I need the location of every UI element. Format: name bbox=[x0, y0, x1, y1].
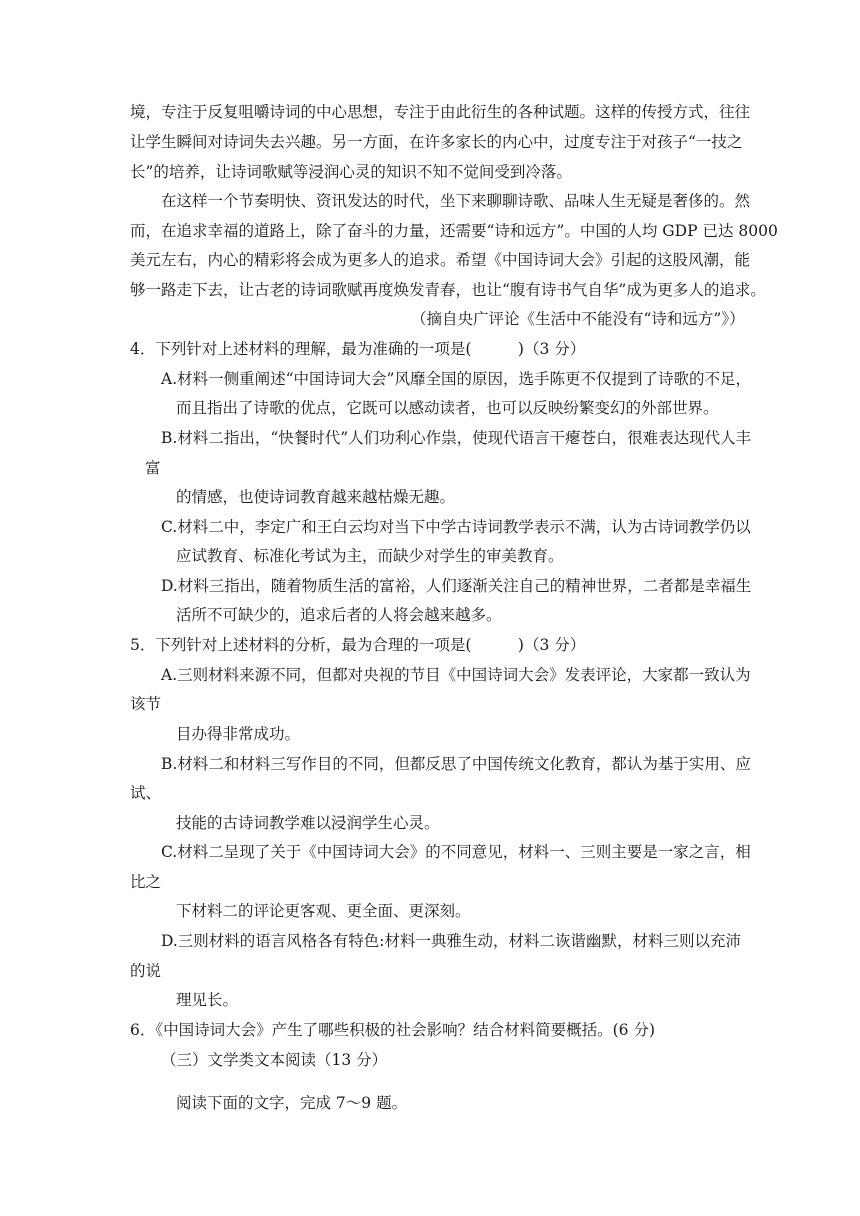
q4-option-c: C.材料二中，李定广和王白云均对当下中学古诗词教学表示不满，认为古诗词教学仍以 bbox=[161, 518, 751, 536]
paragraph-line: 在这样一个节奏明快、资讯发达的时代，坐下来聊聊诗歌、品味人生无疑是奢侈的。然 bbox=[161, 192, 751, 210]
q4-option-b: B.材料二指出，“快餐时代”人们功利心作祟，使现代语言干瘪苍白，很难表达现代人丰 bbox=[161, 429, 752, 447]
q5-option-c: C.材料二呈现了关于《中国诗词大会》的不同意见，材料一、三则主要是一家之言，相 bbox=[161, 843, 751, 861]
paragraph-line: 而，在追求幸福的道路上，除了奋斗的力量，还需要“诗和远方”。中国的人均 GDP 已达 8000 bbox=[130, 222, 778, 240]
section-instruction: 阅读下面的文字，完成 7～9 题。 bbox=[176, 1094, 408, 1112]
q4-option-a: A.材料一侧重阐述“中国诗词大会”风靡全国的原因，选手陈更不仅提到了诗歌的不足， bbox=[161, 370, 751, 388]
q5-option-b: B.材料二和材料三写作目的不同，但都反思了中国传统文化教育，都认为基于实用、应 bbox=[161, 755, 751, 773]
q5-option-a-wrap: 该节 bbox=[130, 695, 162, 713]
section-heading: （三）文学类文本阅读（13 分） bbox=[161, 1051, 388, 1069]
q5-option-b-cont: 技能的古诗词教学难以浸润学生心灵。 bbox=[176, 814, 440, 832]
question-5-stem: 5．下列针对上述材料的分析，最为合理的一项是( )（3 分） bbox=[130, 636, 586, 654]
paragraph-line: 让学生瞬间对诗词失去兴趣。另一方面，在许多家长的内心中，过度专注于对孩子“一技之 bbox=[130, 133, 743, 151]
q5-option-c-cont: 下材料二的评论更客观、更全面、更深刻。 bbox=[176, 902, 471, 920]
q5-option-a-cont: 目办得非常成功。 bbox=[176, 725, 301, 743]
paragraph-line: 美元左右，内心的精彩将会成为更多人的追求。希望《中国诗词大会》引起的这股风潮，能 bbox=[130, 251, 751, 269]
paragraph-line: 长”的培养，让诗词歌赋等浸润心灵的知识不知不觉间受到冷落。 bbox=[130, 163, 572, 181]
q4-option-b-cont: 的情感，也使诗词教育越来越枯燥无趣。 bbox=[176, 488, 456, 506]
q5-option-d-wrap: 的说 bbox=[130, 962, 162, 980]
paragraph-line: 境，专注于反复咀嚼诗词的中心思想，专注于由此衍生的各种试题。这样的传授方式，往往 bbox=[130, 103, 751, 121]
q4-option-a-cont: 而且指出了诗歌的优点，它既可以感动读者，也可以反映纷繁变幻的外部世界。 bbox=[176, 399, 719, 417]
source-citation: （摘自央广评论《生活中不能没有“诗和远方”》） bbox=[411, 310, 745, 328]
q5-option-c-wrap: 比之 bbox=[130, 873, 162, 891]
q4-option-d-cont: 活所不可缺少的，追求后者的人将会越来越多。 bbox=[176, 606, 502, 624]
q5-option-a: A.三则材料来源不同，但都对央视的节目《中国诗词大会》发表评论，大家都一致认为 bbox=[161, 666, 751, 684]
q5-option-d: D.三则材料的语言风格各有特色:材料一典雅生动，材料二诙谐幽默，材料三则以充沛 bbox=[161, 932, 742, 950]
question-4-stem: 4．下列针对上述材料的理解，最为准确的一项是( )（3 分） bbox=[130, 340, 586, 358]
q4-option-b-wrap: 富 bbox=[145, 459, 161, 477]
q5-option-d-cont: 理见长。 bbox=[176, 991, 239, 1009]
question-6-stem: 6．《中国诗词大会》产生了哪些积极的社会影响？结合材料简要概括。(6 分) bbox=[130, 1021, 655, 1039]
paragraph-line: 够一路走下去，让古老的诗词歌赋再度焕发青春，也让“腹有诗书气自华”成为更多人的追求。 bbox=[130, 281, 766, 299]
q4-option-c-cont: 应试教育、标准化考试为主，而缺少对学生的审美教育。 bbox=[176, 547, 564, 565]
q5-option-b-wrap: 试、 bbox=[130, 784, 162, 802]
q4-option-d: D.材料三指出，随着物质生活的富裕，人们逐渐关注自己的精神世界，二者都是幸福生 bbox=[161, 577, 752, 595]
